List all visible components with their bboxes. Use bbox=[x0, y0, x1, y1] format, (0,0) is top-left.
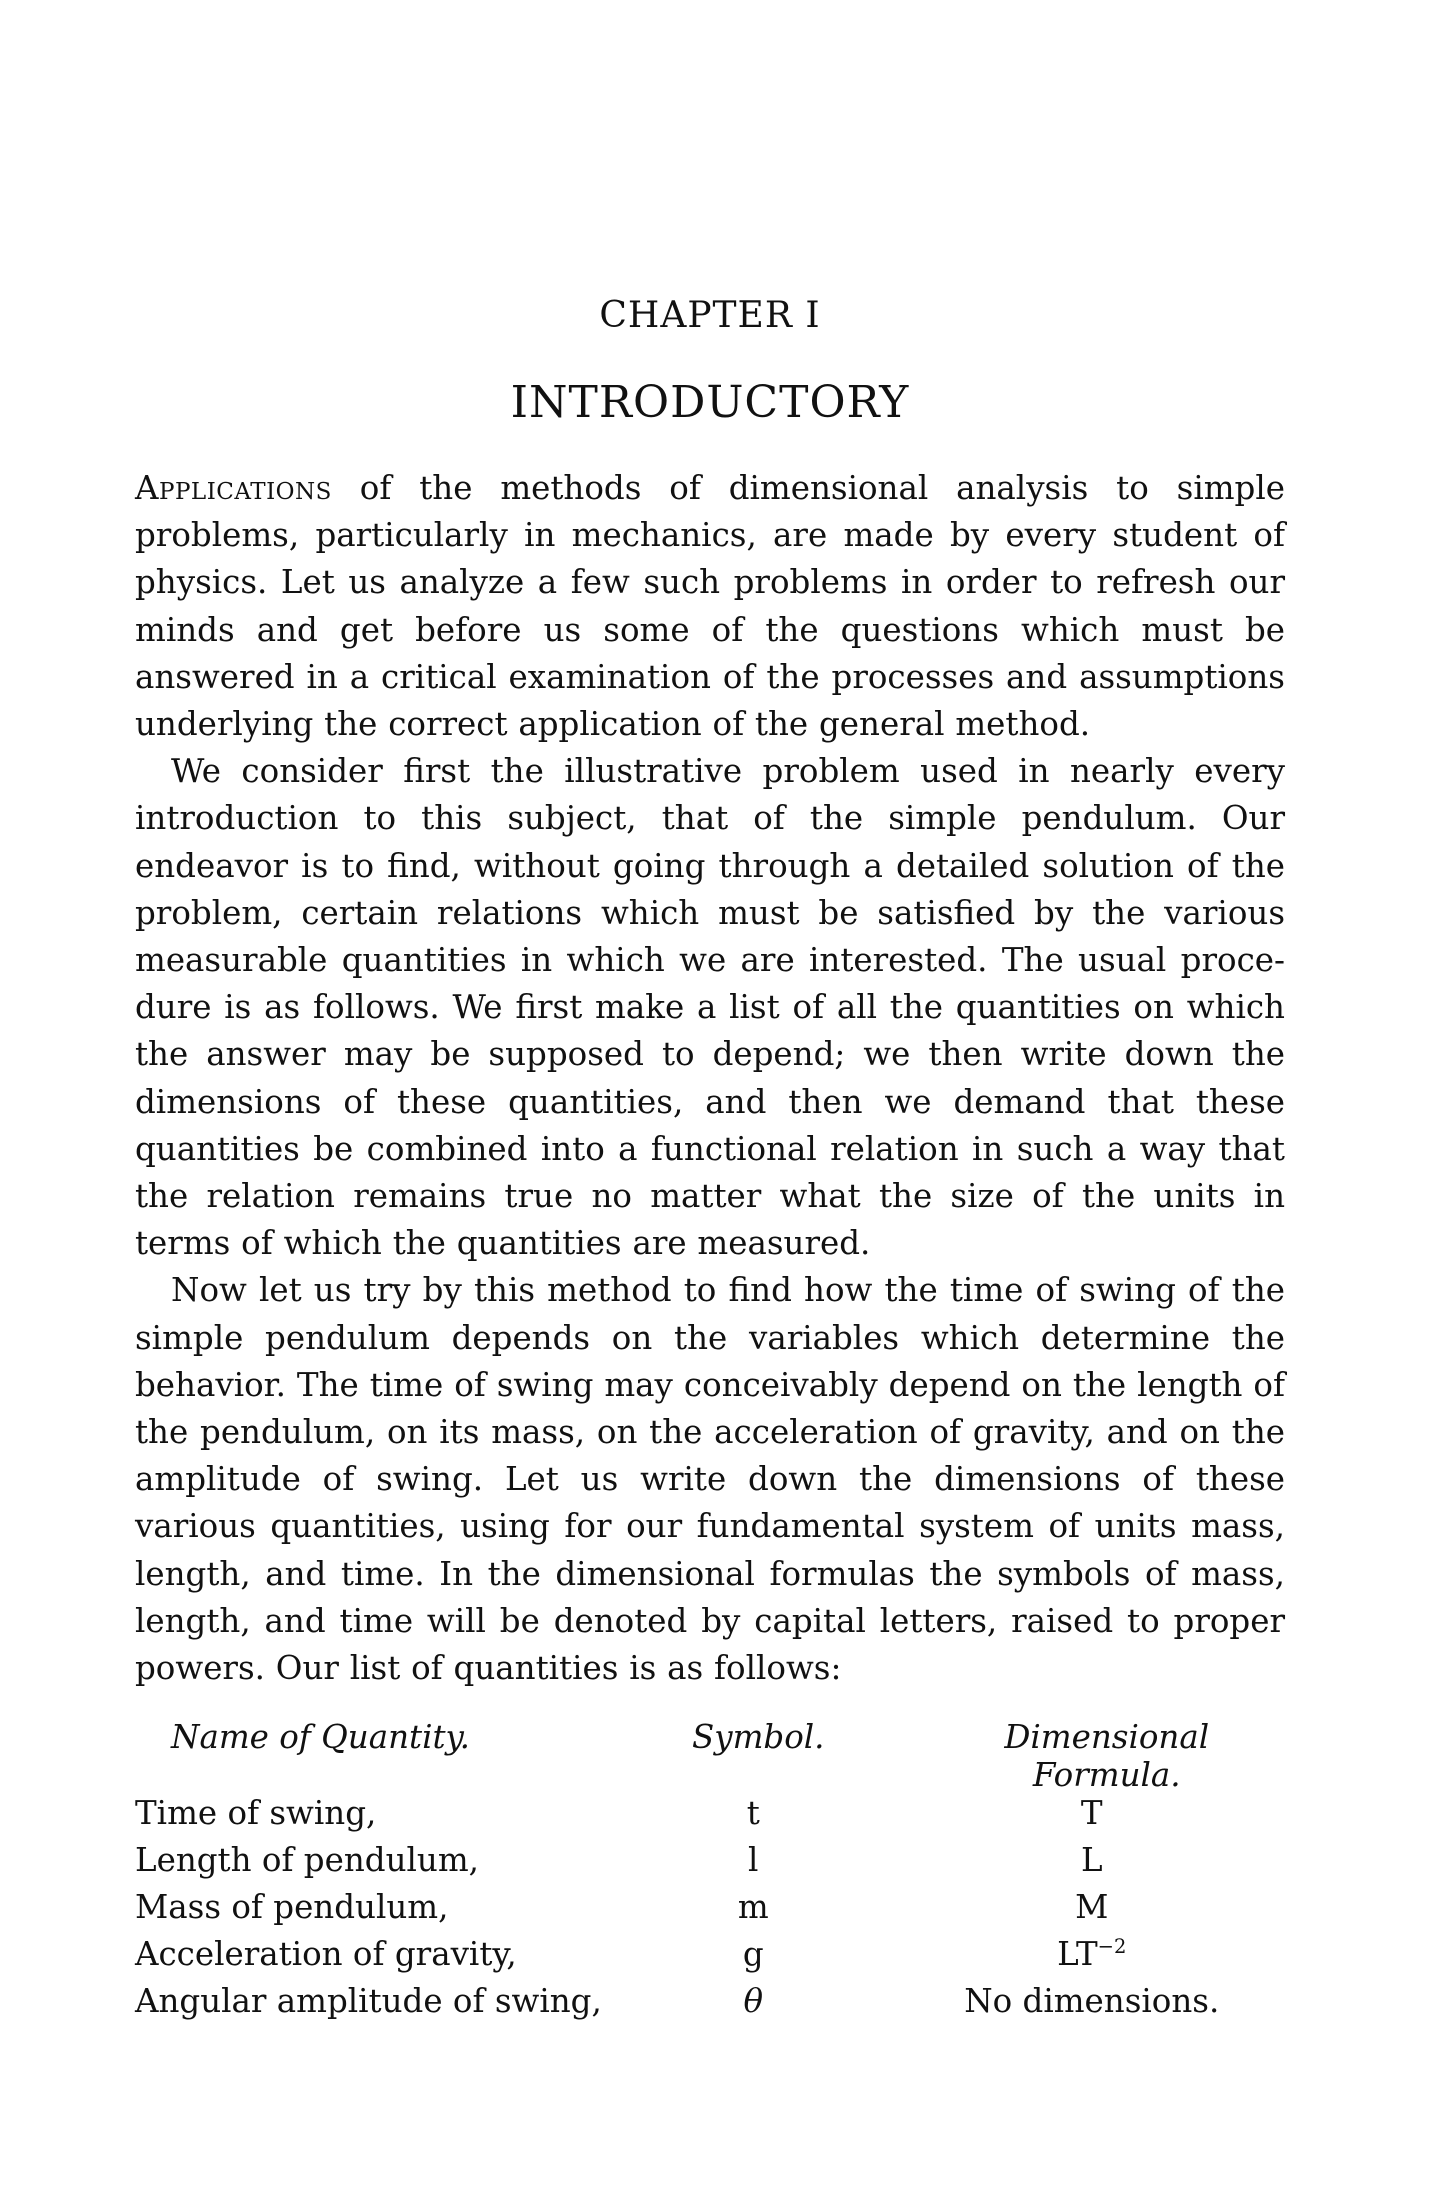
quantity-formula bbox=[869, 1982, 1286, 2029]
quantity-symbol: l bbox=[748, 1841, 759, 1879]
quantity-name: Length of pendulum, bbox=[135, 1841, 479, 1879]
quantity-symbol: t bbox=[746, 1794, 760, 1832]
table-row bbox=[135, 1794, 1285, 1841]
paragraph-1-text: of the methods of dimensional analysis to simple problems, particularly in mechanics, are made by every student of physics. Let us analyze a few such problems in order to refresh our minds and get before us some of the questions which must be answered in a critical examination of the processes and assumptions underlying the correct application of the general method. bbox=[135, 469, 1285, 744]
quantity-formula bbox=[869, 1841, 1286, 1888]
paragraph-1-lead: Applications bbox=[135, 469, 332, 507]
quantity-formula bbox=[869, 1935, 1286, 1982]
quantity-symbol: m bbox=[737, 1888, 769, 1926]
quantity-name: Acceleration of gravity, bbox=[135, 1935, 517, 1973]
quantities-table bbox=[135, 1718, 1285, 2029]
table-row bbox=[135, 1935, 1285, 1982]
table-header-row bbox=[135, 1718, 1285, 1794]
chapter-number: CHAPTER I bbox=[599, 295, 821, 336]
quantity-name: Mass of pendulum, bbox=[135, 1888, 449, 1926]
header-symbol: Symbol. bbox=[691, 1718, 825, 1756]
table-row bbox=[135, 1888, 1285, 1935]
quantity-formula bbox=[869, 1794, 1286, 1841]
formula-exponent: −2 bbox=[1097, 1935, 1127, 1959]
formula-base: No dimensions. bbox=[964, 1982, 1220, 2020]
formula-base: M bbox=[1075, 1888, 1109, 1926]
table-row bbox=[135, 1841, 1285, 1888]
paragraph-2: We consider first the illustrative problem used in nearly every introduction to this subject, that of the simple pendulum. Our endeavor is to find, without going through a detailed solution of the problem, certain relations which must be satisfied by the various measurable quantities in which we are interested. The usual procedure is as follows. We first make a list of all the quantities on which the answer may be supposed to depend; we then write down the dimensions of these quantities, and then we demand that these quantities be combined into a functional relation in such a way that the relation remains true no matter what the size of the units in terms of which the quantities are measured. bbox=[135, 752, 1285, 1263]
quantity-name: Angular amplitude of swing, bbox=[135, 1982, 602, 2020]
formula-base: L bbox=[1080, 1841, 1103, 1879]
quantity-formula bbox=[869, 1888, 1286, 1935]
quantity-name: Time of swing, bbox=[135, 1794, 377, 1832]
chapter-title: INTRODUCTORY bbox=[510, 377, 910, 428]
quantity-symbol: θ bbox=[743, 1982, 764, 2020]
quantity-symbol: g bbox=[742, 1935, 764, 1973]
paragraph-3: Now let us try by this method to find how the time of swing of the simple pendulum depends on the variables which determine the behavior. The time of swing may conceivably depend on the length of the pendulum, on its mass, on the acceleration of gravity, and on the amplitude of swing. Let us write down the dimensions of these various quantities, using for our fundamental system of units mass, length, and time. In the dimensional formulas the symbols of mass, length, and time will be denoted by capital letters, raised to proper powers. Our list of quantities is as follows: bbox=[135, 1271, 1285, 1688]
header-name-of-quantity: Name of Quantity. bbox=[171, 1718, 470, 1756]
paragraph-1 bbox=[135, 465, 1285, 748]
header-dimensional-formula: Dimensional Formula. bbox=[1004, 1718, 1210, 1794]
body-text bbox=[135, 465, 1285, 1692]
formula-base: LT bbox=[1057, 1935, 1098, 1973]
formula-base: T bbox=[1080, 1794, 1103, 1832]
book-page bbox=[135, 0, 1285, 2210]
table-row bbox=[135, 1982, 1285, 2029]
